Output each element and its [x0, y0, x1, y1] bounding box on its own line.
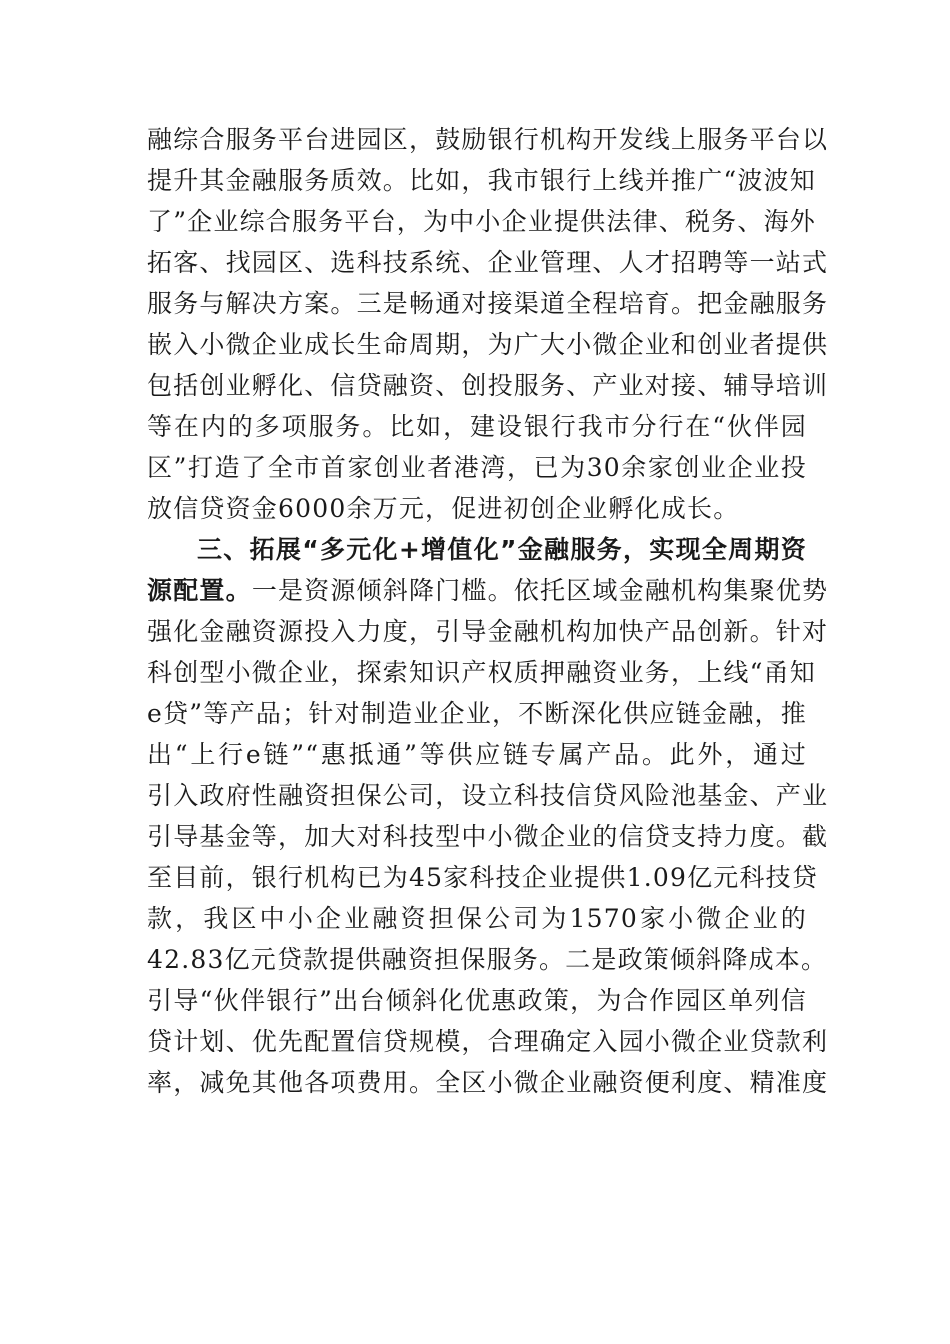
text-line: 包括创业孵化、信贷融资、创投服务、产业对接、辅导培训 — [147, 371, 829, 400]
text-line: 服务与解决方案。三是畅通对接渠道全程培育。把金融服务 — [147, 289, 829, 318]
text-line-with-heading-end — [147, 570, 829, 611]
text-line: 提升其金融服务质效。比如，我市银行上线并推广“波波知 — [147, 166, 816, 195]
text-line: 引入政府性融资担保公司，设立科技信贷风险池基金、产业 — [147, 781, 829, 810]
text-line: 融综合服务平台进园区，鼓励银行机构开发线上服务平台以 — [147, 125, 829, 154]
text-line: 率，减免其他各项费用。全区小微企业融资便利度、精准度 — [147, 1068, 829, 1097]
text-line: 42.83亿元贷款提供融资担保服务。二是政策倾斜降成本。 — [147, 945, 828, 974]
text-line: 科创型小微企业，探索知识产权质押融资业务，上线“甬知 — [147, 658, 816, 687]
paragraph-continued — [147, 119, 829, 529]
text-line: 放信贷资金6000余万元，促进初创企业孵化成长。 — [147, 494, 740, 523]
text-line: 拓客、找园区、选科技系统、企业管理、人才招聘等一站式 — [147, 248, 829, 277]
text-line: 嵌入小微企业成长生命周期，为广大小微企业和创业者提供 — [147, 330, 829, 359]
text-line: 等在内的多项服务。比如，建设银行我市分行在“伙伴园 — [147, 412, 807, 441]
text-line: 了”企业综合服务平台，为中小企业提供法律、税务、海外 — [147, 207, 816, 236]
text-line: 至目前，银行机构已为45家科技企业提供1.09亿元科技贷 — [147, 863, 819, 892]
section-heading-end: 源配置。 — [147, 576, 252, 605]
text-line: 款，我区中小企业融资担保公司为1570家小微企业的 — [147, 904, 807, 933]
text-line: 贷计划、优先配置信贷规模，合理确定入园小微企业贷款利 — [147, 1027, 829, 1056]
text-line: 引导基金等，加大对科技型中小微企业的信贷支持力度。截 — [147, 822, 829, 851]
text-line: 强化金融资源投入力度，引导金融机构加快产品创新。针对 — [147, 617, 829, 646]
text-line: e贷”等产品；针对制造业企业，不断深化供应链金融，推 — [147, 699, 807, 728]
text-line: 出“上行e链”“惠抵通”等供应链专属产品。此外，通过 — [147, 740, 807, 769]
section-heading: 三、拓展“多元化+增值化”金融服务，实现全周期资 — [197, 535, 807, 564]
text-segment: 一是资源倾斜降门槛。依托区域金融机构集聚优势 — [251, 576, 829, 605]
section-three-paragraph — [147, 529, 829, 1103]
text-line: 区”打造了全市首家创业者港湾，已为30余家创业企业投 — [147, 453, 807, 482]
text-line: 引导“伙伴银行”出台倾斜化优惠政策，为合作园区单列信 — [147, 986, 807, 1015]
